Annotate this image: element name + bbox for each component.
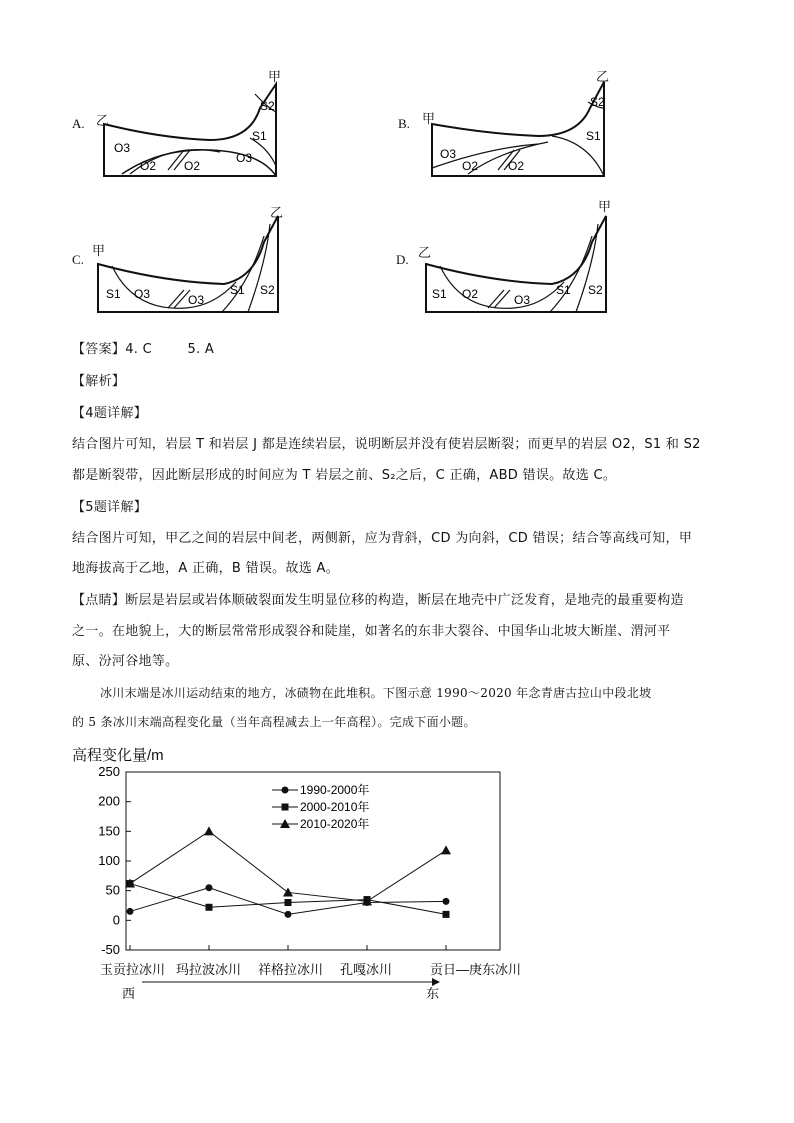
intro-line1: 冰川末端是冰川运动结束的地方，冰碛物在此堆积。下图示意 1990～2020 年念青唐古拉山中段北坡 bbox=[100, 686, 652, 700]
y-tick-label: 0 bbox=[112, 912, 120, 928]
direction-east: 东 bbox=[426, 986, 440, 1001]
q5-tag: 【5题详解】 bbox=[72, 500, 148, 515]
data-point-s1 bbox=[206, 884, 213, 891]
tip-line2: 之一。在地貌上，大的断层常常形成裂谷和陡崖，如著名的东非大裂谷、中国华山北坡大断崖、渭河平 bbox=[72, 624, 671, 639]
option-c-label[interactable]: C. bbox=[72, 252, 84, 267]
option-d-label[interactable]: D. bbox=[396, 252, 409, 267]
layer-label: O3 bbox=[188, 293, 205, 307]
layer-label: O3 bbox=[440, 147, 457, 161]
layer-label: O3 bbox=[514, 293, 531, 307]
layer-label: S2 bbox=[590, 95, 605, 109]
legend-label: 2000-2010年 bbox=[300, 800, 370, 814]
data-point-s2 bbox=[206, 904, 213, 911]
layer-label: O3 bbox=[114, 141, 131, 155]
y-tick-label: 150 bbox=[98, 823, 120, 839]
data-point-s3 bbox=[441, 845, 451, 854]
layer-label: S1 bbox=[432, 287, 447, 301]
q5-line1: 结合图片可知，甲乙之间的岩层中间老，两侧新，应为背斜，CD 为向斜，CD 错误；结合等高线可知，甲 bbox=[72, 531, 693, 546]
diagram-a[interactable] bbox=[100, 78, 280, 180]
data-point-s1 bbox=[127, 908, 134, 915]
line-chart bbox=[80, 762, 540, 1002]
option-a-left-place: 乙 bbox=[96, 113, 110, 128]
legend-marker bbox=[282, 804, 289, 811]
layer-label: O3 bbox=[134, 287, 151, 301]
diagram-d[interactable] bbox=[422, 208, 608, 316]
y-tick-label: -50 bbox=[101, 942, 120, 957]
layer-label: O2 bbox=[462, 287, 479, 301]
option-c-right-place: 乙 bbox=[270, 205, 284, 220]
data-point-s2 bbox=[285, 899, 292, 906]
option-a-right-place: 甲 bbox=[268, 69, 282, 84]
option-b-right-place: 乙 bbox=[596, 69, 610, 84]
layer-label: S1 bbox=[230, 283, 245, 297]
option-d-left-place: 乙 bbox=[418, 245, 432, 260]
layer-label: O3 bbox=[236, 151, 253, 165]
layer-label: O2 bbox=[184, 159, 201, 173]
direction-arrowhead bbox=[432, 978, 440, 986]
x-tick-label: 贡日—庚东冰川 bbox=[430, 962, 522, 977]
diagram-c[interactable] bbox=[94, 212, 280, 316]
legend-label: 1990-2000年 bbox=[300, 783, 370, 797]
q4-line1: 结合图片可知，岩层 T 和岩层 J 都是连续岩层，说明断层并没有使岩层断裂；而更早的岩层 O2，S1 和 S2 bbox=[72, 437, 701, 452]
answer-text: 4. C 5. A bbox=[125, 342, 215, 357]
direction-west: 西 bbox=[122, 986, 136, 1001]
x-tick-label: 孔嘎冰川 bbox=[340, 962, 393, 977]
analysis-tag: 【解析】 bbox=[72, 374, 126, 389]
option-b-label[interactable]: B. bbox=[398, 116, 410, 131]
legend-label: 2010-2020年 bbox=[300, 817, 370, 831]
y-tick-label: 250 bbox=[98, 764, 120, 779]
y-tick-label: 50 bbox=[105, 882, 120, 898]
layer-label: O2 bbox=[462, 159, 479, 173]
layer-label: O2 bbox=[140, 159, 157, 173]
data-point-s3 bbox=[204, 826, 214, 835]
data-point-s1 bbox=[443, 898, 450, 905]
layer-label: S1 bbox=[586, 129, 601, 143]
tip-line1 bbox=[72, 589, 732, 608]
option-a-label[interactable]: A. bbox=[72, 116, 85, 131]
tip-tag: 【点睛】 bbox=[72, 593, 126, 608]
y-tick-label: 200 bbox=[98, 793, 120, 809]
layer-label: S1 bbox=[252, 129, 267, 143]
x-tick-label: 玛拉波冰川 bbox=[176, 962, 242, 977]
option-c-left-place: 甲 bbox=[92, 243, 106, 258]
intro-line2: 的 5 条冰川末端高程变化量（当年高程减去上一年高程）。完成下面小题。 bbox=[72, 715, 476, 729]
data-point-s3 bbox=[283, 887, 293, 896]
layer-label: S2 bbox=[588, 283, 603, 297]
q5-line2: 地海拔高于乙地，A 正确，B 错误。故选 A。 bbox=[72, 561, 340, 576]
chart-title: 高程变化量/m bbox=[72, 747, 164, 764]
x-tick-label: 玉贡拉冰川 bbox=[100, 962, 166, 977]
tip-line3: 原、汾河谷地等。 bbox=[72, 654, 179, 669]
x-tick-label: 祥格拉冰川 bbox=[258, 962, 324, 977]
q4-tag: 【4题详解】 bbox=[72, 406, 148, 421]
layer-label: S1 bbox=[106, 287, 121, 301]
diagram-b[interactable] bbox=[428, 78, 608, 180]
layer-label: O2 bbox=[508, 159, 525, 173]
q4-line2: 都是断裂带，因此断层形成的时间应为 T 岩层之前、S₂之后，C 正确，ABD 错误。故选 C。 bbox=[72, 468, 617, 483]
data-point-s1 bbox=[285, 911, 292, 918]
layer-label: S2 bbox=[260, 99, 275, 113]
option-b-left-place: 甲 bbox=[422, 111, 436, 126]
answer-line bbox=[72, 338, 732, 357]
option-d-right-place: 甲 bbox=[598, 199, 612, 214]
plot-frame bbox=[126, 772, 500, 950]
tip-text-1: 断层是岩层或岩体顺破裂面发生明显位移的构造，断层在地壳中广泛发育，是地壳的最重要构造 bbox=[125, 593, 684, 608]
legend-marker bbox=[282, 787, 289, 794]
layer-label: S2 bbox=[260, 283, 275, 297]
answer-tag: 【答案】 bbox=[72, 342, 126, 357]
data-point-s2 bbox=[443, 911, 450, 918]
y-tick-label: 100 bbox=[98, 853, 120, 868]
layer-label: S1 bbox=[556, 283, 571, 297]
